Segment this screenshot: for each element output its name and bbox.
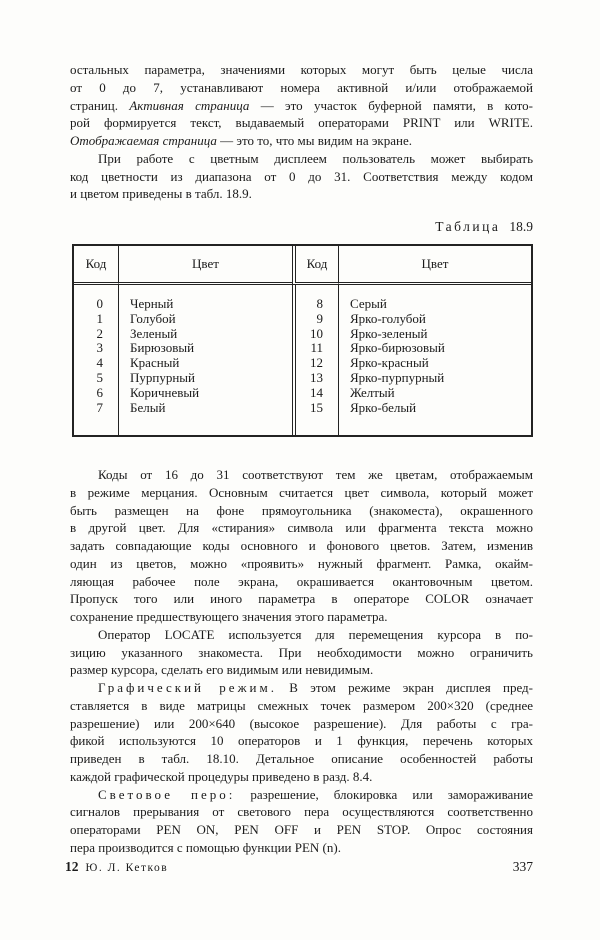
color-name-cell: Ярко-зеленый: [350, 325, 428, 341]
text-line: Коды от 16 до 31 соответствуют тем же цветам, отображаемым: [98, 467, 533, 482]
author-name: Ю. Л. Кетков: [85, 862, 169, 874]
text-line: Графический режим. В этом режиме экран дисплея пред-: [98, 680, 533, 695]
text-line: приведен в табл. 18.10. Детальное описание особенностей работы: [70, 751, 533, 766]
color-name-cell: Ярко-красный: [350, 355, 429, 371]
text-line: сигналов прерывания от светового пера осуществляются соответственно: [70, 804, 533, 820]
table-header-code-left: Код: [74, 246, 118, 285]
page-number: 337: [512, 859, 533, 874]
color-name-cell: Пурпурный: [130, 369, 195, 385]
color-code-cell: 12: [310, 355, 323, 371]
color-code-cell: 7: [96, 399, 103, 415]
text-line: Отображаемая страница — это то, что мы видим на экране.: [70, 133, 412, 148]
color-name-cell: Красный: [130, 355, 180, 371]
color-code-table: [72, 244, 533, 437]
table-header-code-right: Код: [292, 246, 338, 285]
text-line: сохранение предшествующего значения этого параметра.: [70, 609, 388, 624]
color-code-cell: 4: [96, 355, 103, 371]
text-line: остальных параметра, значениями которых могут быть целые числа: [70, 62, 533, 77]
color-name-cell: Ярко-белый: [350, 399, 417, 415]
color-name-cell: Ярко-бирюзовый: [350, 340, 445, 356]
paragraphs-top: [70, 61, 533, 203]
text-line: При работе с цветным дисплеем пользователь может выбирать: [98, 150, 533, 166]
text-line: ляющая рабочее поле экрана, окрашивается окантовочным цветом.: [70, 573, 533, 589]
text-line: в другой цвет. Для «стирания» символа или фрагмента текста можно: [70, 520, 533, 536]
printers-signature: [65, 858, 168, 876]
table-column-color-left: [118, 285, 292, 435]
text-line: код цветности из диапазона от 0 до 31. Соответствия между кодом: [70, 168, 533, 184]
color-code-cell: 10: [310, 325, 323, 341]
text-line: каждой графической процедуры приведено в разд. 8.4.: [70, 768, 373, 784]
text-line: Световое перо: разрешение, блокировка или замораживание: [98, 786, 533, 802]
color-code-cell: 3: [96, 340, 103, 356]
color-name-cell: Черный: [130, 296, 174, 311]
text-line: задать совпадающие коды основного и фонового цветов. Затем, изменив: [70, 538, 533, 553]
text-line: пера производится с помощью функции PEN (n).: [70, 839, 341, 855]
text-line: размер курсора, сделать его видимым или невидимым.: [70, 662, 374, 678]
color-code-cell: 14: [310, 384, 323, 400]
table-header-color-right: Цвет: [338, 246, 531, 285]
color-name-cell: Коричневый: [130, 384, 200, 400]
text-line: страниц. Активная страница — это участок буферной памяти, в кото-: [70, 97, 533, 113]
text-line: разрешение) или 200×640 (высокое разрешение). Для работы с гра-: [70, 715, 533, 731]
text-line: Оператор LOCATE используется для перемещения курсора в по-: [98, 626, 533, 642]
color-code-cell: 5: [96, 369, 103, 385]
table-column-code-left: [74, 285, 118, 435]
color-name-cell: Серый: [350, 296, 387, 311]
color-name-cell: Желтый: [350, 384, 395, 400]
table-column-color-right: [338, 285, 531, 435]
table-header-color-left: Цвет: [118, 246, 292, 285]
text-line: ставляется в виде матрицы смежных точек размером 200×320 (среднее: [70, 697, 533, 713]
color-name-cell: Голубой: [130, 310, 176, 326]
table-caption: [70, 219, 533, 235]
color-code-cell: 1: [96, 310, 103, 326]
text-line: быть размещен на фоне прямоугольника (знакоместа), окрашенного: [70, 502, 533, 518]
text-line: Пропуск того или иного параметра в операторе COLOR означает: [70, 591, 533, 607]
color-code-cell: 13: [310, 369, 323, 385]
table-column-code-right: [292, 285, 338, 435]
color-name-cell: Ярко-пурпурный: [350, 369, 445, 385]
text-line: фикой используются 10 операторов и 1 функция, перечень которых: [70, 733, 533, 749]
pencil-mark-artifact: [86, 773, 102, 785]
color-name-cell: Ярко-голубой: [350, 310, 426, 326]
table-caption-number: 18.9: [509, 219, 533, 234]
text-line: рой формируется текст, выдаваемый операторами PRINT или WRITE.: [70, 115, 533, 131]
color-code-cell: 0: [96, 296, 103, 311]
color-code-cell: 6: [96, 384, 103, 400]
color-code-cell: 2: [96, 325, 103, 341]
text-line: операторами PEN ON, PEN OFF и PEN STOP. Опрос состояния: [70, 822, 533, 837]
text-line: от 0 до 7, устанавливают номера активной и/или отображаемой: [70, 79, 533, 95]
color-code-cell: 8: [316, 296, 323, 311]
text-line: зицию указанного знакоместа. При необходимости можно ограничить: [70, 644, 533, 660]
text-line: один из цветов, можно «проявить» нужный фрагмент. Рамка, окайм-: [70, 555, 533, 571]
text-line: в режиме мерцания. Основным считается цвет символа, который может: [70, 484, 533, 500]
color-name-cell: Белый: [130, 399, 166, 415]
color-name-cell: Зеленый: [130, 325, 178, 341]
color-code-cell: 15: [310, 399, 323, 415]
page-footer: [65, 858, 533, 876]
paragraphs-bottom: [70, 466, 533, 857]
text-line: и цветом приведены в табл. 18.9.: [70, 186, 252, 202]
color-code-cell: 9: [316, 310, 323, 326]
color-code-cell: 11: [310, 340, 323, 356]
color-name-cell: Бирюзовый: [130, 340, 195, 356]
table-caption-word: Таблица: [435, 219, 501, 234]
signature-number: 12: [65, 859, 79, 874]
